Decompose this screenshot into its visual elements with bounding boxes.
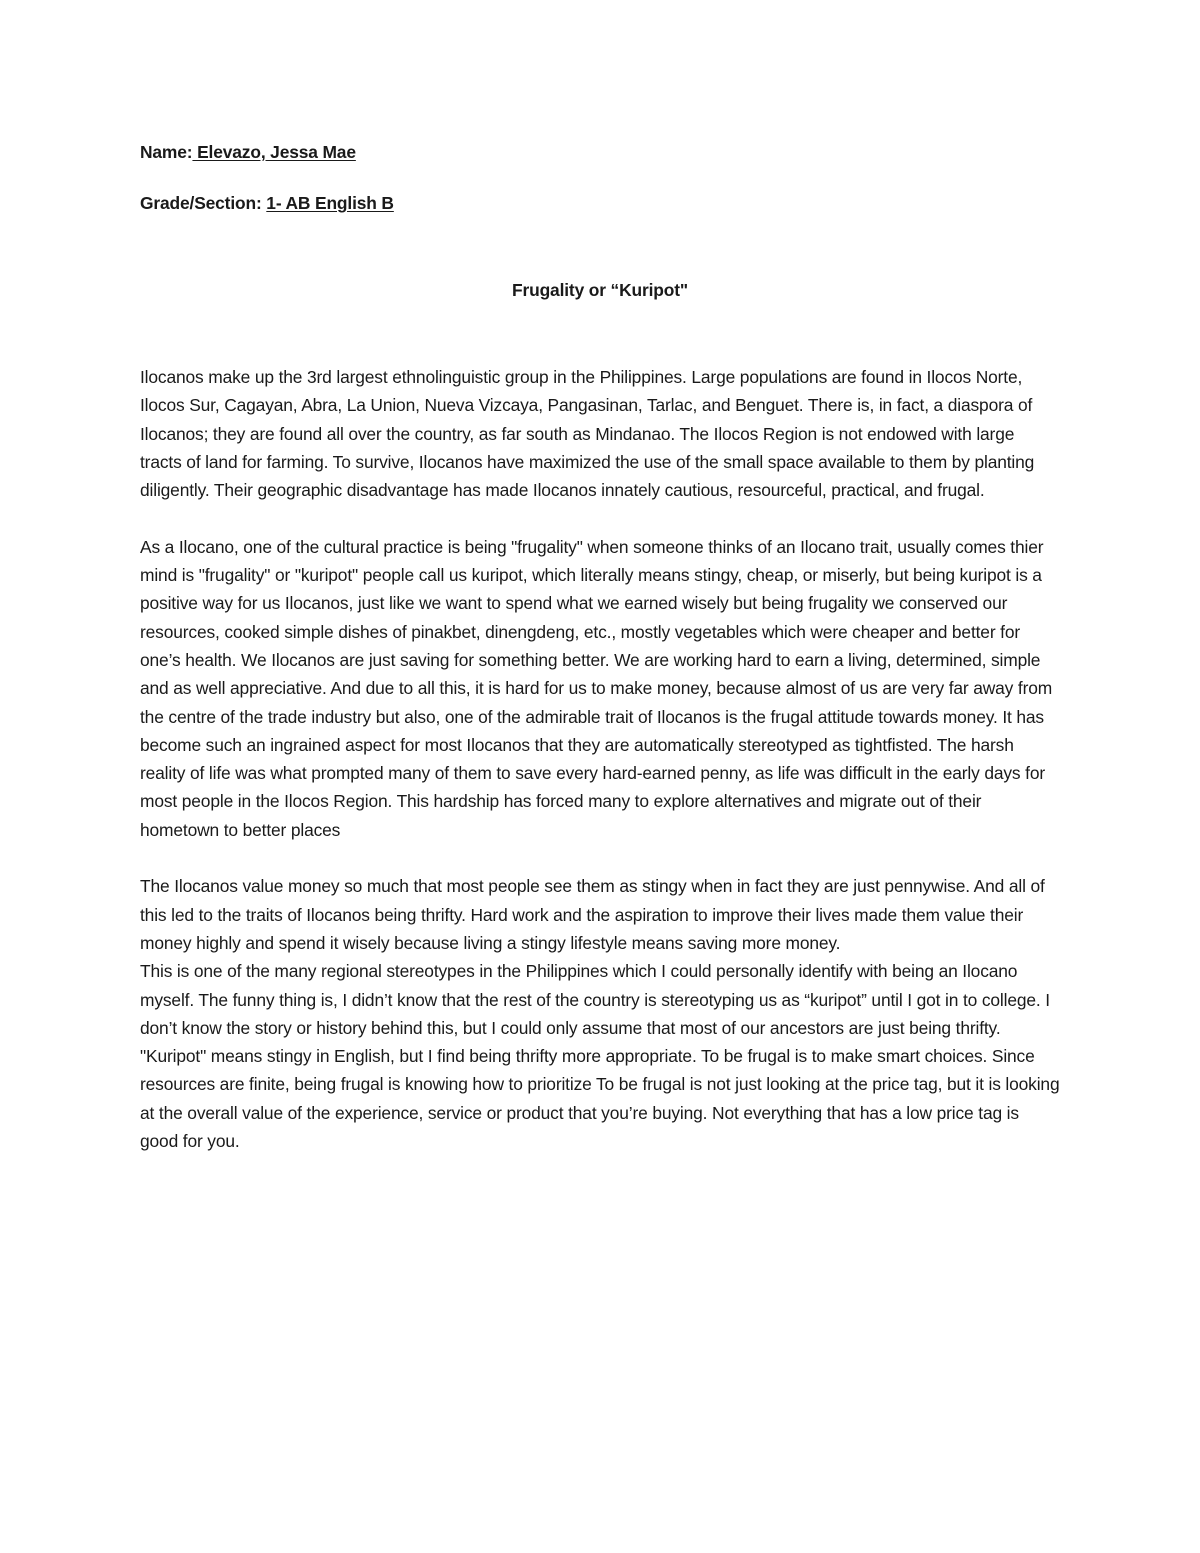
section-label: Grade/Section: <box>140 193 262 213</box>
section-field <box>140 189 1060 217</box>
name-value: Elevazo, Jessa Mae <box>192 142 356 162</box>
paragraph-1: Ilocanos make up the 3rd largest ethnolinguistic group in the Philippines. Large populations are found in Ilocos Norte, Ilocos Sur, Cagayan, Abra, La Union, Nueva Vizcaya, Pangasinan, Tarlac, and Benguet. There is, in fact, a diaspora of Ilocanos; they are found all over the country, as far south as Mindanao. The Ilocos Region is not endowed with large tracts of land for farming. To survive, Ilocanos have maximized the use of the small space available to them by planting diligently. Their geographic disadvantage has made Ilocanos innately cautious, resourceful, practical, and frugal. <box>140 367 1035 501</box>
essay-title: Frugality or “Kuripot" <box>512 280 688 300</box>
paragraph-4: This is one of the many regional stereotypes in the Philippines which I could personally identify with being an Ilocano myself. The funny thing is, I didn’t know that the rest of the country is stereotyping us as “kuripot” until I got in to college. I don’t know the story or history behind this, but I could only assume that most of our ancestors are just being thrifty. "Kuripot" means stingy in English, but I find being thrifty more appropriate. To be frugal is to make smart choices. Since resources are finite, being frugal is knowing how to prioritize To be frugal is not just looking at the price tag, but it is looking at the overall value of the experience, service or product that you’re buying. Not everything that has a low price tag is good for you. <box>140 961 1060 1152</box>
name-field <box>140 138 1060 166</box>
document-content <box>140 138 1060 1152</box>
paragraph-3: The Ilocanos value money so much that most people see them as stingy when in fact they are just pennywise. And all of this led to the traits of Ilocanos being thrifty. Hard work and the aspiration to improve their lives made them value their money highly and spend it wisely because living a stingy lifestyle means saving more money. <box>140 876 1045 953</box>
name-label: Name: <box>140 142 193 162</box>
section-value: 1- AB English B <box>266 193 394 213</box>
essay-body <box>140 363 1060 1155</box>
paragraph-2: As a Ilocano, one of the cultural practice is being "frugality" when someone thinks of an Ilocano trait, usually comes thier mind is "frugality" or "kuripot" people call us kuripot, which literally means stingy, cheap, or miserly, but being kuripot is a positive way for us Ilocanos, just like we want to spend what we earned wisely but being frugality we conserved our resources, cooked simple dishes of pinakbet, dinengdeng, etc., mostly vegetables which were cheaper and better for one’s health. We Ilocanos are just saving for something better. We are working hard to earn a living, determined, simple and as well appreciative. And due to all this, it is hard for us to make money, because almost of us are very far away from the centre of the trade industry but also, one of the admirable trait of Ilocanos is the frugal attitude towards money. It has become such an ingrained aspect for most Ilocanos that they are automatically stereotyped as tightfisted. The harsh reality of life was what prompted many of them to save every hard-earned penny, as life was difficult in the early days for most people in the Ilocos Region. This hardship has forced many to explore alternatives and migrate out of their hometown to better places <box>140 536 1053 840</box>
